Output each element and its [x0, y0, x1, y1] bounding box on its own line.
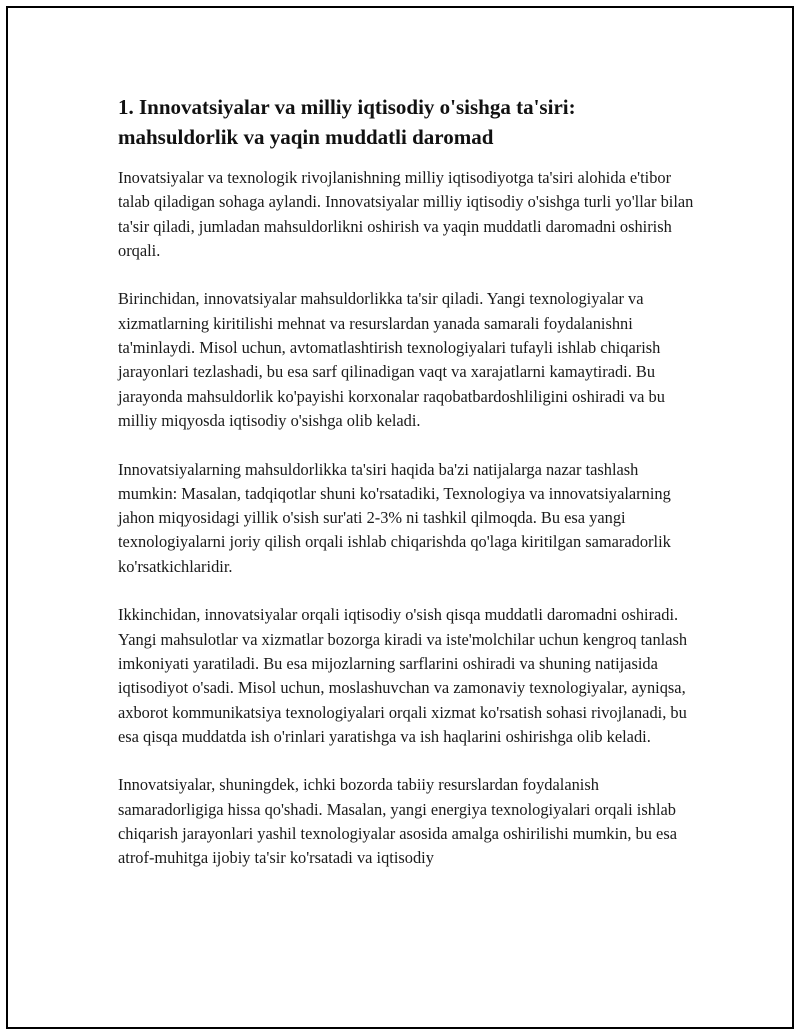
section-heading: 1. Innovatsiyalar va milliy iqtisodiy o'sishga ta'siri: mahsuldorlik va yaqin muddatli daromad: [118, 95, 576, 149]
paragraph-productivity: Birinchidan, innovatsiyalar mahsuldorlikka ta'sir qiladi. Yangi texnologiyalar va xizmatlarning kiritilishi mehnat va resurslardan yanada samarali foydalanishni ta'minlaydi. Misol uchun, avtomatlashtirish texnologiyalari tufayli ishlab chiqarish jarayonlari tezlashadi, bu esa sarf qilinadigan vaqt va xarajatlarni kamaytiradi. Bu jarayonda mahsuldorlik ko'payishi korxonalar raqobatbardoshliligini oshiradi va bu milliy miqyosda iqtisodiy o'sishga olib keladi.: [118, 289, 665, 430]
paragraph-intro: Inovatsiyalar va texnologik rivojlanishning milliy iqtisodiyotga ta'siri alohida e'tibor talab qiladigan sohaga aylandi. Innovatsiyalar milliy iqtisodiy o'sishga turli yo'llar bilan ta'sir qiladi, jumladan mahsuldorlikni oshirish va yaqin muddatli daromadni oshirish orqali.: [118, 168, 694, 260]
paragraph-natural-resources: Innovatsiyalar, shuningdek, ichki bozorda tabiiy resurslardan foydalanish samaradorligiga hissa qo'shadi. Masalan, yangi energiya texnologiyalari orqali ishlab chiqarish jarayonlari yashil texnologiyalar asosida amalga oshirilishi mumkin, bu esa atrof-muhitga ijobiy ta'sir ko'rsatadi va iqtisodiy: [118, 775, 677, 868]
paragraph-short-term-income: Ikkinchidan, innovatsiyalar orqali iqtisodiy o'sish qisqa muddatli daromadni oshiradi. Yangi mahsulotlar va xizmatlar bozorga kiradi va iste'molchilar uchun kengroq tanlash imkoniyati yaratiladi. Bu esa mijozlarning sarflarini oshiradi va shuning natijasida iqtisodiyot o'sadi. Misol uchun, moslashuvchan va zamonaviy texnologiyalar, ayniqsa, axborot kommunikatsiya texnologiyalari orqali xizmat ko'rsatish sohasi rivojlanadi, bu esa qisqa muddatda ish o'rinlari yaratishga va ish haqlarini oshirishga olib keladi.: [118, 605, 688, 746]
paragraph-productivity-results: Innovatsiyalarning mahsuldorlikka ta'siri haqida ba'zi natijalarga nazar tashlash mumkin: Masalan, tadqiqotlar shuni ko'rsatadiki, Texnologiya va innovatsiyalarning jahon miqyosidagi yillik o'sish sur'ati 2-3% ni tashkil qilmoqda. Bu esa yangi texnologiyalarni joriy qilish orqali ishlab chiqarishda qo'laga kiritilgan samaradorlik ko'rsatkichlaridir.: [118, 459, 671, 576]
document-body: [118, 92, 698, 895]
